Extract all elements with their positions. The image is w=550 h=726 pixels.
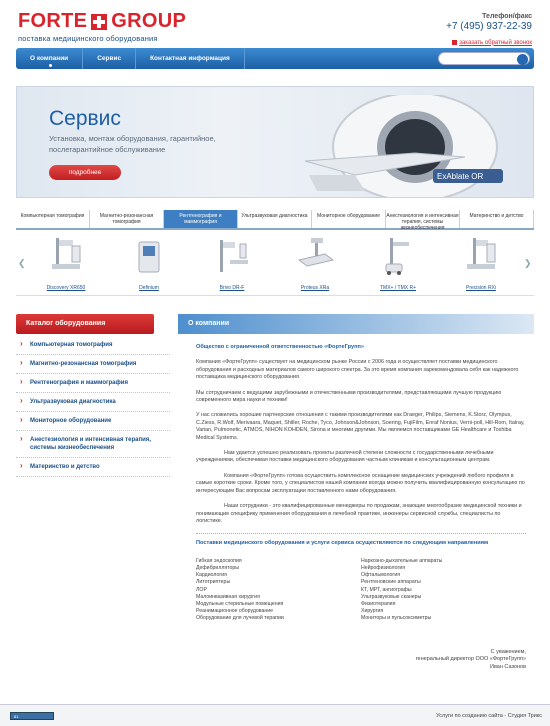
footer	[0, 704, 550, 726]
banner-more-button[interactable]: подробнее	[49, 165, 121, 180]
visit-counter[interactable]	[10, 712, 54, 720]
carousel-next-icon[interactable]: ❯	[524, 258, 532, 268]
product-name[interactable]: Definium	[139, 285, 159, 291]
tab-anesthesiology[interactable]: Анестезиология и интенсивная терапия, системы жизнеобеспечения	[386, 210, 460, 228]
list-item: Реанимационное оборудование	[196, 608, 274, 615]
xray-system-icon	[378, 234, 418, 276]
paragraph: Компания «ФортеГрупп» существует на медицинском рынке России с 2006 года и осуществляет поставки медицинского оборудования и расходных материалов самого широкого спектра. За это время компания зарекомендовала себя как надежного поставщика медицинского оборудования.	[196, 359, 519, 381]
nav-item-about[interactable]: О компании	[16, 48, 83, 69]
list-item: Литотриптеры	[196, 579, 231, 586]
banner-text: Установка, монтаж оборудования, гарантийное, послегарантийное обслуживание	[49, 134, 216, 154]
about-content	[196, 344, 526, 671]
sidebar-item-maternity[interactable]: › Материнство и детство	[16, 458, 170, 477]
list-item: Наркозно-дыхательные аппараты	[361, 557, 443, 564]
product-card[interactable]	[368, 232, 428, 296]
product-tabs	[16, 210, 534, 230]
nav-item-service[interactable]: Сервис	[83, 48, 136, 69]
sidebar-item-monitoring[interactable]: › Мониторное оборудование	[16, 412, 170, 431]
hero-banner	[16, 86, 534, 198]
contact-box	[446, 13, 532, 50]
paragraph: Наши сотрудники - это квалифицированные менеджеры по продажам, знающие многообразие медицинской техники и понимающие специфику применения оборудования в лечебной практике, инженеры сервисной службы, специалисты по логистике.	[196, 503, 522, 524]
list-item: Ультразвуковые сканеры	[361, 593, 422, 600]
product-name[interactable]: Precision RXi	[465, 285, 496, 291]
directions-list	[196, 558, 526, 623]
xray-system-icon	[129, 234, 169, 276]
list-item: Мониторы и пульсоксиметры	[361, 615, 432, 622]
list-item: Нейрофизиология	[361, 564, 406, 571]
list-item: Кардиология	[196, 572, 227, 579]
callback-label: заказать обратный звонок	[459, 39, 532, 46]
catalog-title: Каталог оборудования	[16, 314, 154, 334]
list-item: КТ, МРТ, ангиографы	[361, 586, 412, 593]
tab-xray[interactable]: Рентгенография и маммография	[164, 210, 238, 228]
logo[interactable]	[18, 10, 186, 43]
product-card[interactable]	[202, 232, 262, 296]
paragraph: Компания «ФортеГрупп» готова осуществить комплексное оснащение медицинских учреждений любого профиля в самые короткие сроки. Кроме того, у специалистов нашей компании всегда можно получить квалифицированную консультацию по интересующим Вас вопросам эксплуатации поставленного нами оборудования.	[196, 472, 525, 494]
xray-system-icon	[461, 234, 501, 276]
xray-system-icon	[295, 234, 335, 276]
paragraph: Мы сотрудничаем с ведущими зарубежными и отечественными производителями, представляющими лучшую продукцию современного мира науки и техники!	[196, 389, 502, 404]
product-name[interactable]: Brivo DR-F	[219, 285, 245, 291]
xray-system-icon	[46, 234, 86, 276]
product-card[interactable]	[36, 232, 96, 296]
tab-mri[interactable]: Магнитно-резонансная томография	[90, 210, 164, 228]
medical-cross-icon	[91, 14, 107, 30]
signature	[196, 649, 526, 672]
directions-heading: Поставки медицинского оборудования и услуги сервиса осуществляются по следующим направлениям	[196, 533, 526, 547]
content-title: О компании	[178, 314, 534, 334]
logo-text-left: FORTE	[18, 10, 88, 32]
sidebar-item-mri[interactable]: › Магнитно-резонансная томография	[16, 355, 170, 374]
signature-greeting: С уважением,	[490, 648, 526, 655]
tab-monitoring[interactable]: Мониторное оборудование	[312, 210, 386, 228]
sidebar-item-ct[interactable]: › Компьютерная томография	[16, 336, 170, 355]
product-card[interactable]	[285, 232, 345, 296]
phone-number: +7 (495) 937-22-39	[446, 21, 532, 32]
logo-tagline: поставка медицинского оборудования	[18, 34, 158, 43]
list-item: Модульные стерильные помещения	[196, 600, 284, 607]
main-nav	[16, 48, 534, 69]
list-item: Оборудование для лучевой терапии	[196, 615, 284, 622]
list-item: Офтальмология	[361, 572, 401, 579]
signature-name: Иван Сазонов	[489, 663, 526, 670]
sidebar-item-xray[interactable]: › Рентгенография и маммография	[16, 374, 170, 393]
search-icon[interactable]	[517, 54, 528, 65]
tab-ct[interactable]: Компьютерная томография	[16, 210, 90, 228]
list-item: Рентгеновские аппараты	[361, 579, 421, 586]
counter-value: 81	[14, 714, 19, 719]
xray-system-icon	[212, 234, 252, 276]
directions-column-right	[361, 558, 526, 623]
product-name[interactable]: Discovery XR650	[46, 285, 86, 291]
list-item: Малоинвазивная хирургия	[196, 593, 260, 600]
list-item: Хирургия	[361, 608, 384, 615]
catalog-menu	[16, 336, 170, 477]
product-carousel	[16, 232, 534, 296]
sidebar-item-ultrasound[interactable]: › Ультразвуковая диагностика	[16, 393, 170, 412]
paragraph: Нам удается успешно реализовать проекты различной степени сложности с государственными лечебными учреждениями, обеспечивая поставки медицинского оборудования частным клиникам и консультационным центрам.	[196, 450, 494, 464]
product-name[interactable]: TMX+ / TMX R+	[379, 285, 417, 291]
product-card[interactable]	[451, 232, 511, 296]
banner-title: Сервис	[49, 107, 121, 130]
list-item: Физиотерапия	[361, 600, 396, 607]
search-input[interactable]	[438, 52, 530, 65]
directions-column-left	[196, 558, 361, 623]
phone-label: Телефон/факс	[482, 13, 532, 20]
company-heading: Общество с ограниченной ответственностью «ФортеГрупп»	[196, 344, 364, 350]
tab-ultrasound[interactable]: Ультразвуковая диагностика	[238, 210, 312, 228]
list-item: ЛОР	[196, 586, 207, 593]
list-item: Гибкая эндоскопия	[196, 557, 242, 564]
mri-scanner-image	[265, 95, 525, 198]
logo-text-right: GROUP	[111, 10, 187, 32]
paragraph: У нас сложились хорошие партнерские отношения с такими производителями как Draeger, Philips, Siemens, K.Storz, Olympus, C.Ziess, R.Wolf, Merivaara, Maquet, Shiller, Roche, Tyco, Johnson&Johnson, Soering, FujiFilm, Enraf Nonius, Verni-poll, Hill-Rom, Italray, Varian, Pulmonetic, ATMOS, NIHON KOHDEN, Sirona и многими другими. Мы являемся поставщиками GE Healthcare и Toshiba Medical Systems.	[196, 412, 525, 441]
banner-product-label: ExAblate OR	[437, 172, 484, 181]
carousel-prev-icon[interactable]: ❮	[18, 258, 26, 268]
phone-icon	[452, 40, 457, 45]
sidebar-item-anesthesiology[interactable]: › Анестезиология и интенсивная терапия, системы жизнеобеспечения	[16, 431, 170, 458]
developer-credit-link[interactable]: Услуги по созданию сайта - Студия Трикс	[436, 713, 542, 719]
product-card[interactable]	[119, 232, 179, 296]
tab-maternity[interactable]: Материнство и детство	[460, 210, 534, 228]
callback-link[interactable]	[452, 40, 532, 46]
nav-item-contacts[interactable]: Контактная информация	[136, 48, 245, 69]
signature-position: генеральный директор ООО «ФортеГрупп»	[415, 656, 526, 663]
list-item: Дефибрилляторы	[196, 564, 239, 571]
product-name[interactable]: Proteus XRa	[300, 285, 330, 291]
